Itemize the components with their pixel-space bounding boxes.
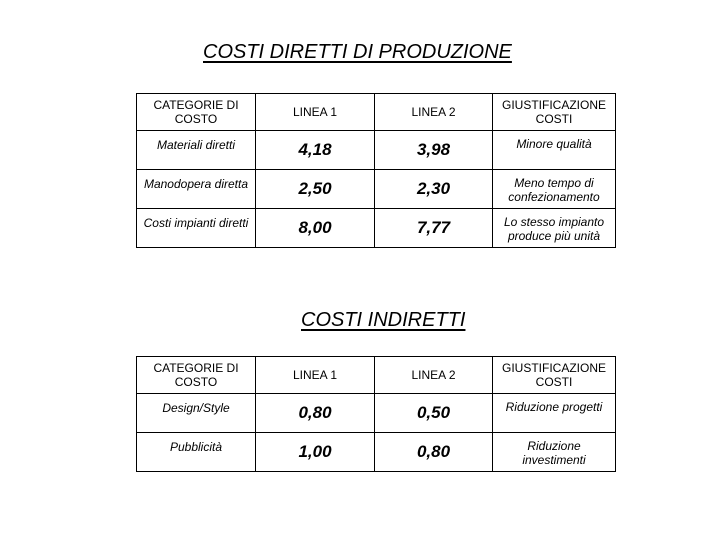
row-category: Materiali diretti [137,131,256,170]
row-justification: Lo stesso impianto produce più unità [493,209,616,248]
header-linea-2: LINEA 2 [375,94,493,131]
direct-header-row [137,94,616,131]
row-linea-1-value: 0,80 [256,394,375,433]
row-linea-1-value: 2,50 [256,170,375,209]
header-linea-1: LINEA 1 [256,94,375,131]
row-linea-2-value: 7,77 [375,209,493,248]
row-justification: Riduzione investimenti [493,433,616,472]
row-justification: Meno tempo di confezionamento [493,170,616,209]
row-linea-1-value: 8,00 [256,209,375,248]
row-category: Design/Style [137,394,256,433]
table-row [137,170,616,209]
row-linea-2-value: 3,98 [375,131,493,170]
table-row [137,433,616,472]
table-row [137,394,616,433]
row-linea-2-value: 0,50 [375,394,493,433]
indirect-costs-title: COSTI INDIRETTI [301,309,466,331]
row-justification: Riduzione progetti [493,394,616,433]
direct-costs-table [136,93,616,248]
indirect-header-row [137,357,616,394]
direct-costs-title: COSTI DIRETTI DI PRODUZIONE [203,41,512,63]
row-linea-1-value: 1,00 [256,433,375,472]
table-row [137,209,616,248]
row-justification: Minore qualità [493,131,616,170]
header-category: CATEGORIE DI COSTO [137,94,256,131]
row-category: Costi impianti diretti [137,209,256,248]
row-category: Manodopera diretta [137,170,256,209]
header-category: CATEGORIE DI COSTO [137,357,256,394]
table-row [137,131,616,170]
row-linea-1-value: 4,18 [256,131,375,170]
header-linea-1: LINEA 1 [256,357,375,394]
header-justification: GIUSTIFICAZIONE COSTI [493,357,616,394]
row-linea-2-value: 0,80 [375,433,493,472]
row-linea-2-value: 2,30 [375,170,493,209]
header-linea-2: LINEA 2 [375,357,493,394]
indirect-costs-table [136,356,616,472]
row-category: Pubblicità [137,433,256,472]
header-justification: GIUSTIFICAZIONE COSTI [493,94,616,131]
